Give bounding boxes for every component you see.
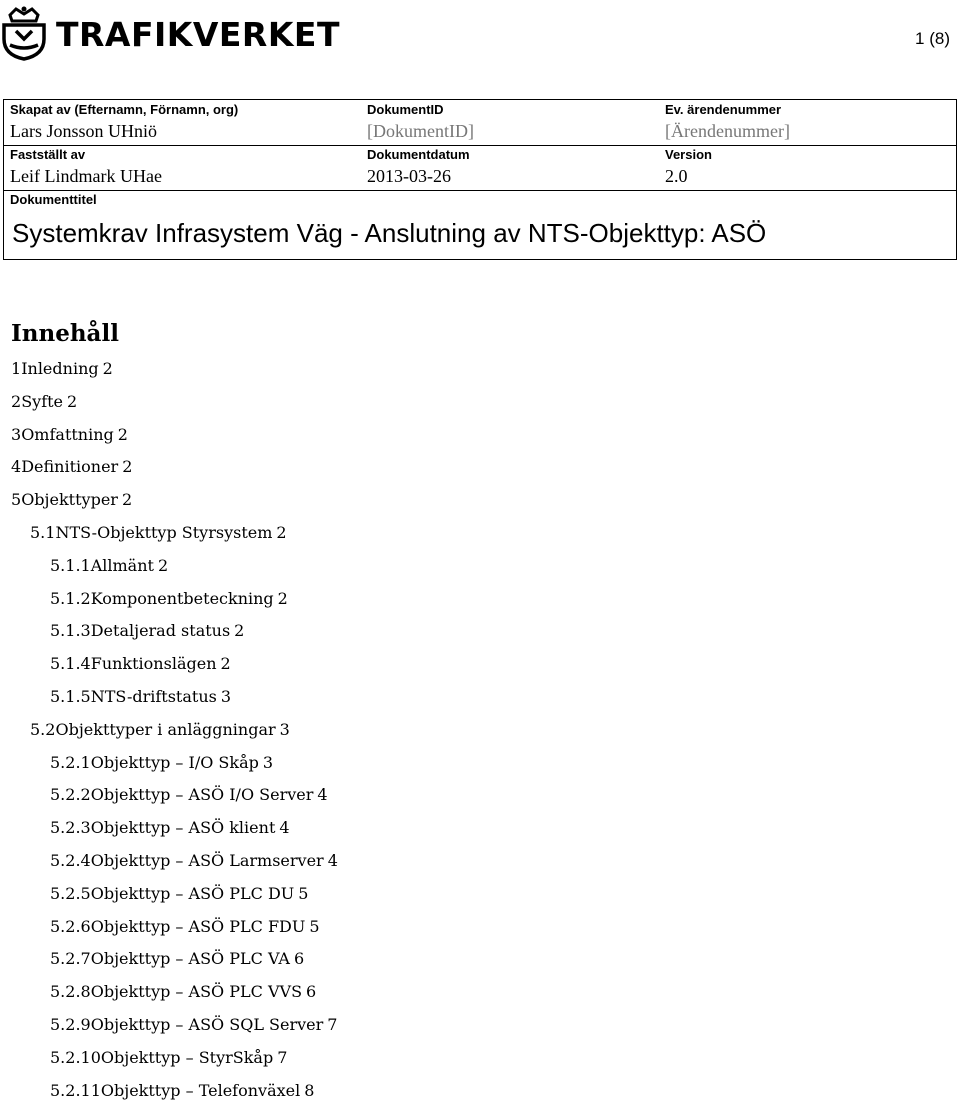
toc-entry-title: Funktionslägen xyxy=(90,654,217,674)
toc-entry-page: 4 xyxy=(317,785,328,805)
toc-entry-number: 5.1.3 xyxy=(50,621,91,641)
toc-entry-number: 5.1.2 xyxy=(50,588,91,608)
toc-entry-title: Komponentbeteckning xyxy=(90,588,274,608)
toc-entry-number: 3 xyxy=(11,424,22,444)
toc-entry-page: 2 xyxy=(122,457,133,477)
document-title-label: Dokumenttitel xyxy=(10,192,97,207)
document-date-value: 2013-03-26 xyxy=(367,166,451,186)
toc-entry-title: Objekttyp – ASÖ PLC DU xyxy=(90,883,295,903)
toc-entry-page: 2 xyxy=(220,654,231,674)
toc-entry-title: Inledning xyxy=(21,359,99,378)
document-title: Systemkrav Infrasystem Väg - Anslutning av NTS-Objekttyp: ASÖ xyxy=(12,218,767,248)
toc-entry-page: 4 xyxy=(327,851,338,870)
toc-entry-title: Objekttyper i anläggningar xyxy=(55,719,276,739)
toc-entry-number: 2 xyxy=(11,391,22,411)
toc-entry-number: 5.2.3 xyxy=(50,818,91,838)
toc-entry-page: 5 xyxy=(298,883,309,903)
toc-entry-title: Omfattning xyxy=(21,424,114,444)
toc-entry-title: NTS-driftstatus xyxy=(90,687,217,706)
toc-entry-page: 2 xyxy=(276,523,287,542)
toc-entry-number: 5.1.1 xyxy=(50,555,91,575)
created-by-value: Lars Jonsson UHniö xyxy=(10,121,157,141)
toc-entry-title: Allmänt xyxy=(90,555,154,575)
toc-entry-number: 5.2.1 xyxy=(50,752,91,772)
version-label: Version xyxy=(665,147,712,162)
case-number-label: Ev. ärendenummer xyxy=(665,102,782,117)
toc-entry-number: 5.2.2 xyxy=(50,785,91,805)
toc-entry-page: 3 xyxy=(220,687,232,706)
toc-entry-title: Objekttyp – StyrSkåp xyxy=(100,1047,274,1067)
toc-entry-number: 5 xyxy=(11,490,22,510)
document-metadata-table xyxy=(3,99,957,260)
trafikverket-logo xyxy=(2,4,340,62)
case-number-value: [Ärendenummer] xyxy=(665,121,790,141)
toc-entry-number: 5.2.8 xyxy=(50,982,91,1002)
toc-entry-number: 5.1 xyxy=(30,523,56,542)
version-value: 2.0 xyxy=(665,166,688,186)
toc-entry-title: Objekttyp – ASÖ SQL Server xyxy=(90,1015,324,1034)
toc-entry-number: 1 xyxy=(11,359,22,378)
toc-entry-page: 4 xyxy=(279,818,290,838)
row-divider xyxy=(4,145,956,146)
toc-entry-title: NTS-Objekttyp Styrsystem xyxy=(55,523,273,542)
toc-entry-title: Syfte xyxy=(21,391,64,411)
toc-entry-page: 2 xyxy=(234,621,245,641)
toc-entry-number: 5.2.6 xyxy=(50,916,91,936)
toc-entry-number: 5.2.9 xyxy=(50,1015,91,1034)
toc-entry-page: 7 xyxy=(327,1015,338,1034)
toc-entry-title: Definitioner xyxy=(21,457,119,477)
toc-entry-title: Objekttyp – ASÖ I/O Server xyxy=(90,785,314,805)
toc-entry-page: 6 xyxy=(306,982,317,1002)
toc-entry-number: 5.1.4 xyxy=(50,654,91,674)
toc-entry-page: 5 xyxy=(309,916,320,936)
toc-entry-number: 5.2.11 xyxy=(50,1080,101,1100)
toc-entry-title: Detaljerad status xyxy=(90,621,231,641)
toc-entry-title: Objekttyper xyxy=(21,490,118,510)
toc-entry-page: 8 xyxy=(304,1080,315,1100)
page-number: 1 (8) xyxy=(915,29,950,48)
toc-entry-page: 2 xyxy=(102,359,113,378)
approved-by-label: Fastställt av xyxy=(10,147,86,162)
logo-text: TRAFIKVERKET xyxy=(56,14,340,54)
approved-by-value: Leif Lindmark UHae xyxy=(10,166,162,186)
document-id-label: DokumentID xyxy=(367,102,444,117)
toc-entry-number: 5.2.10 xyxy=(50,1047,101,1067)
toc-entry-page: 3 xyxy=(262,752,274,772)
toc-entry-number: 5.2.5 xyxy=(50,883,91,903)
toc-entry-number: 5.2.7 xyxy=(50,949,91,969)
document-id-value: [DokumentID] xyxy=(367,121,474,141)
toc-entry-page: 2 xyxy=(117,424,128,444)
row-divider xyxy=(4,190,956,191)
toc-entry-title: Objekttyp – I/O Skåp xyxy=(90,752,259,772)
toc-entry-number: 5.2.4 xyxy=(50,851,91,870)
toc-entry-title: Objekttyp – ASÖ PLC VA xyxy=(90,949,290,969)
toc-entry-page: 7 xyxy=(277,1047,288,1067)
created-by-label: Skapat av (Efternamn, Förnamn, org) xyxy=(10,102,239,117)
toc-entry-page: 2 xyxy=(67,391,78,411)
crown-emblem-icon xyxy=(2,5,46,61)
toc-entry-page: 3 xyxy=(279,719,290,739)
toc-entry-number: 5.1.5 xyxy=(50,687,91,706)
toc-entry-page: 2 xyxy=(121,490,133,510)
toc-entry-title: Objekttyp – Telefonväxel xyxy=(100,1080,301,1100)
toc-entry-number: 5.2 xyxy=(30,719,56,739)
toc-entry-title: Objekttyp – ASÖ klient xyxy=(90,818,276,838)
toc-entry-page: 6 xyxy=(293,949,305,969)
toc-entry-number: 4 xyxy=(11,457,22,477)
document-date-label: Dokumentdatum xyxy=(367,147,470,162)
toc-entry-title: Objekttyp – ASÖ PLC FDU xyxy=(90,916,306,936)
toc-entry-page: 2 xyxy=(277,588,288,608)
toc-heading: Innehåll xyxy=(11,320,119,347)
toc-entry-title: Objekttyp – ASÖ PLC VVS xyxy=(90,982,303,1002)
toc-entry-title: Objekttyp – ASÖ Larmserver xyxy=(90,851,324,870)
toc-entry-page: 2 xyxy=(157,555,169,575)
